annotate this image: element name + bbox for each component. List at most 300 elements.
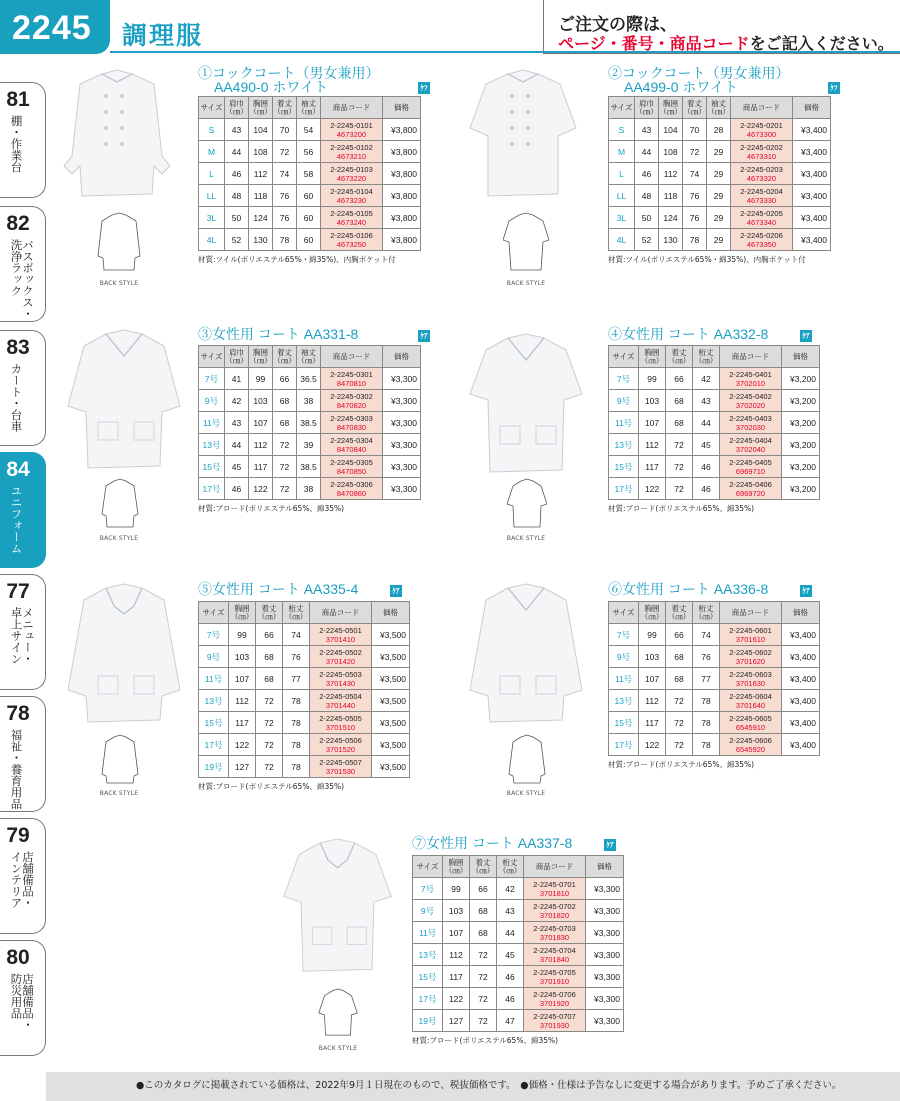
measurement-cell: 103 (229, 646, 256, 668)
column-header: 商品コード (720, 602, 782, 624)
jan-code: 3701830 (539, 932, 570, 942)
measurement-cell: 72 (470, 966, 497, 988)
price-cell: ¥3,800 (383, 207, 421, 229)
size-cell: L (609, 163, 635, 185)
measurement-cell: 107 (229, 668, 256, 690)
measurement-cell: 122 (639, 734, 666, 756)
back-style-drawing-6 (507, 734, 547, 786)
column-header: 着丈 （㎝） (273, 97, 297, 119)
measurement-cell: 130 (249, 229, 273, 251)
notice-red-text: ページ・番号・商品コード (558, 34, 750, 53)
size-cell: 17号 (199, 478, 225, 500)
size-cell: 9号 (609, 646, 639, 668)
price-cell: ¥3,200 (782, 456, 820, 478)
measurement-cell: 112 (639, 690, 666, 712)
product-code: 2-2245-0204 (740, 186, 783, 196)
measurement-cell: 46 (693, 456, 720, 478)
measurement-cell: 76 (693, 646, 720, 668)
size-cell: 15号 (199, 456, 225, 478)
jan-code: 4673300 (746, 129, 777, 139)
notice-line1: ご注文の際は、 (558, 15, 677, 35)
size-cell: 7号 (413, 878, 443, 900)
coat-photo-4 (466, 330, 586, 480)
size-cell: 19号 (413, 1010, 443, 1032)
measurement-cell: 66 (256, 624, 283, 646)
product-code-cell (524, 878, 586, 900)
side-tab-80[interactable] (0, 940, 46, 1056)
material-note-5: 材質:ブロード(ポリエステル65%、綿35%) (198, 782, 345, 791)
product-code-cell (524, 944, 586, 966)
table-header-row (413, 856, 624, 878)
product-code: 2-2245-0406 (729, 479, 772, 489)
product-code-cell (731, 207, 793, 229)
jan-code: 4673340 (746, 217, 777, 227)
jan-code: 3701620 (735, 656, 766, 666)
product-title-4: ④女性用 コート AA332-8 (608, 326, 769, 342)
price-cell: ¥3,800 (383, 141, 421, 163)
measurement-cell: 103 (639, 646, 666, 668)
column-header: 桁丈 （㎝） (693, 602, 720, 624)
size-cell: 7号 (199, 368, 225, 390)
product-code: 2-2245-0504 (319, 691, 362, 701)
measurement-cell: 78 (273, 229, 297, 251)
price-cell: ¥3,300 (586, 1010, 624, 1032)
column-header: 桁丈 （㎝） (283, 602, 310, 624)
size-cell: 17号 (199, 734, 229, 756)
notice-line2 (558, 31, 894, 54)
product-code-cell (720, 734, 782, 756)
side-tab-number: 77 (6, 580, 30, 603)
measurement-cell: 42 (225, 390, 249, 412)
price-cell: ¥3,200 (782, 478, 820, 500)
table-row (609, 456, 820, 478)
measurement-cell: 117 (639, 712, 666, 734)
jan-code: 4673200 (336, 129, 367, 139)
care-badge-icon: ｹｱ (800, 330, 812, 342)
measurement-cell: 112 (229, 690, 256, 712)
measurement-cell: 60 (297, 207, 321, 229)
back-style-label-5: BACK STYLE (99, 790, 139, 797)
column-header: 価格 (586, 856, 624, 878)
measurement-cell: 70 (683, 119, 707, 141)
product-title-2: ②コックコート（男女兼用） (608, 65, 790, 81)
size-cell: 17号 (413, 988, 443, 1010)
product-code-cell (321, 390, 383, 412)
size-cell: 3L (609, 207, 635, 229)
coat-photo-3 (64, 326, 184, 476)
back-style-drawing-7 (318, 988, 358, 1038)
product-subtitle-2: AA499-0 ホワイト (624, 79, 738, 95)
measurement-cell: 78 (283, 690, 310, 712)
side-tab-79[interactable] (0, 818, 46, 934)
measurement-cell: 107 (639, 668, 666, 690)
measurement-cell: 108 (659, 141, 683, 163)
measurement-cell: 38.5 (297, 412, 321, 434)
measurement-cell: 72 (256, 712, 283, 734)
column-header: サイズ (609, 602, 639, 624)
product-code-cell (321, 456, 383, 478)
measurement-cell: 103 (639, 390, 666, 412)
product-code: 2-2245-0404 (729, 435, 772, 445)
spec-table-5 (198, 601, 410, 778)
jan-code: 6969710 (735, 466, 766, 476)
measurement-cell: 68 (273, 412, 297, 434)
measurement-cell: 38 (297, 390, 321, 412)
price-cell: ¥3,500 (372, 646, 410, 668)
side-tab-83[interactable] (0, 330, 46, 446)
table-header-row (199, 97, 421, 119)
product-title-1: ①コックコート（男女兼用） (198, 65, 380, 81)
measurement-cell: 99 (443, 878, 470, 900)
measurement-cell: 46 (225, 478, 249, 500)
column-header: 着丈 （㎝） (666, 602, 693, 624)
price-cell: ¥3,400 (793, 119, 831, 141)
product-code-cell (310, 734, 372, 756)
measurement-cell: 45 (497, 944, 524, 966)
size-cell: S (609, 119, 635, 141)
measurement-cell: 72 (256, 690, 283, 712)
size-cell: 13号 (199, 434, 225, 456)
product-code: 2-2245-0707 (533, 1011, 576, 1021)
jan-code: 3702030 (735, 422, 766, 432)
column-header: 胸囲 （㎝） (443, 856, 470, 878)
measurement-cell: 68 (470, 900, 497, 922)
side-tab-78[interactable] (0, 696, 46, 812)
product-code: 2-2245-0403 (729, 413, 772, 423)
price-cell: ¥3,300 (586, 878, 624, 900)
material-note-4: 材質:ブロード(ポリエステル65%、綿35%) (608, 504, 755, 513)
measurement-cell: 76 (683, 185, 707, 207)
measurement-cell: 117 (249, 456, 273, 478)
measurement-cell: 118 (249, 185, 273, 207)
product-code: 2-2245-0304 (330, 435, 373, 445)
column-header: 商品コード (321, 346, 383, 368)
measurement-cell: 122 (639, 478, 666, 500)
back-style-label-1: BACK STYLE (99, 280, 139, 287)
table-row (609, 368, 820, 390)
jan-code: 3701520 (325, 744, 356, 754)
product-code: 2-2245-0302 (330, 391, 373, 401)
measurement-cell: 58 (297, 163, 321, 185)
product-code: 2-2245-0402 (729, 391, 772, 401)
material-note-3: 材質:ブロード(ポリエステル65%、綿35%) (198, 504, 345, 513)
order-notice (543, 0, 900, 54)
column-header: 商品コード (310, 602, 372, 624)
measurement-cell: 29 (707, 141, 731, 163)
measurement-cell: 46 (497, 966, 524, 988)
size-cell: 15号 (413, 966, 443, 988)
measurement-cell: 46 (693, 478, 720, 500)
measurement-cell: 103 (443, 900, 470, 922)
product-code-cell (731, 163, 793, 185)
table-row (199, 368, 421, 390)
care-badge-icon: ｹｱ (800, 585, 812, 597)
table-row (199, 141, 421, 163)
column-header: 価格 (782, 346, 820, 368)
product-code-cell (321, 434, 383, 456)
measurement-cell: 29 (707, 163, 731, 185)
measurement-cell: 68 (470, 922, 497, 944)
column-header: 商品コード (720, 346, 782, 368)
table-row (199, 434, 421, 456)
measurement-cell: 43 (693, 390, 720, 412)
measurement-cell: 60 (297, 229, 321, 251)
measurement-cell: 112 (639, 434, 666, 456)
column-header: 価格 (383, 346, 421, 368)
spec-table-3 (198, 345, 421, 500)
measurement-cell: 47 (497, 1010, 524, 1032)
side-tab-number: 78 (6, 702, 30, 725)
column-header: 胸囲 （㎝） (639, 346, 666, 368)
price-cell: ¥3,500 (372, 712, 410, 734)
measurement-cell: 112 (249, 163, 273, 185)
table-row (413, 878, 624, 900)
side-tab-number: 84 (6, 458, 30, 481)
measurement-cell: 78 (283, 756, 310, 778)
measurement-cell: 44 (225, 141, 249, 163)
size-cell: 15号 (609, 456, 639, 478)
price-cell: ¥3,500 (372, 756, 410, 778)
material-note-7: 材質:ブロード(ポリエステル65%、綿35%) (412, 1036, 559, 1045)
measurement-cell: 124 (249, 207, 273, 229)
measurement-cell: 72 (666, 478, 693, 500)
measurement-cell: 41 (225, 368, 249, 390)
measurement-cell: 50 (635, 207, 659, 229)
measurement-cell: 112 (659, 163, 683, 185)
size-cell: M (609, 141, 635, 163)
measurement-cell: 50 (225, 207, 249, 229)
jan-code: 3701920 (539, 998, 570, 1008)
table-row (609, 712, 820, 734)
price-cell: ¥3,400 (793, 141, 831, 163)
jan-code: 3701630 (735, 678, 766, 688)
table-row (199, 185, 421, 207)
measurement-cell: 45 (693, 434, 720, 456)
measurement-cell: 36.5 (297, 368, 321, 390)
side-tab-label: バスボックス・ 洗浄ラック (9, 239, 35, 320)
product-code: 2-2245-0506 (319, 735, 362, 745)
jan-code: 8470850 (336, 466, 367, 476)
column-header: 肩巾 （㎝） (635, 97, 659, 119)
spec-table-1 (198, 96, 421, 251)
column-header: サイズ (609, 346, 639, 368)
table-row (413, 944, 624, 966)
jan-code: 8470830 (336, 422, 367, 432)
table-row (609, 734, 820, 756)
column-header: 商品コード (731, 97, 793, 119)
jan-code: 3701410 (325, 634, 356, 644)
column-header: 袖丈 （㎝） (297, 346, 321, 368)
column-header: 袖丈 （㎝） (707, 97, 731, 119)
measurement-cell: 72 (683, 141, 707, 163)
column-header: 価格 (793, 97, 831, 119)
table-row (609, 119, 831, 141)
size-cell: 9号 (609, 390, 639, 412)
back-style-drawing-1 (96, 212, 142, 274)
product-code: 2-2245-0103 (330, 164, 373, 174)
measurement-cell: 72 (470, 1010, 497, 1032)
product-code: 2-2245-0202 (740, 142, 783, 152)
measurement-cell: 72 (666, 690, 693, 712)
measurement-cell: 68 (666, 646, 693, 668)
column-header: 価格 (372, 602, 410, 624)
notice-rest-text: をご記入ください。 (749, 34, 894, 53)
product-code-cell (524, 1010, 586, 1032)
size-cell: 9号 (199, 646, 229, 668)
measurement-cell: 66 (470, 878, 497, 900)
product-code-cell (524, 922, 586, 944)
table-row (609, 207, 831, 229)
side-tab-81[interactable] (0, 82, 46, 198)
product-code-cell (321, 478, 383, 500)
product-code: 2-2245-0507 (319, 757, 362, 767)
jan-code: 4673330 (746, 195, 777, 205)
table-row (199, 734, 410, 756)
measurement-cell: 68 (666, 390, 693, 412)
measurement-cell: 78 (693, 734, 720, 756)
column-header: 胸囲 （㎝） (249, 97, 273, 119)
jan-code: 3701640 (735, 700, 766, 710)
measurement-cell: 43 (497, 900, 524, 922)
product-code-cell (310, 624, 372, 646)
product-code: 2-2245-0702 (533, 901, 576, 911)
measurement-cell: 72 (273, 478, 297, 500)
back-style-label-3: BACK STYLE (99, 535, 139, 542)
back-style-label-7: BACK STYLE (318, 1045, 358, 1052)
product-code-cell (731, 141, 793, 163)
price-cell: ¥3,200 (782, 412, 820, 434)
side-tab-label: 棚・作業台 (9, 115, 24, 173)
measurement-cell: 72 (273, 434, 297, 456)
measurement-cell: 72 (470, 944, 497, 966)
table-header-row (609, 602, 820, 624)
product-code: 2-2245-0505 (319, 713, 362, 723)
product-title-7: ⑦女性用 コート AA337-8 (412, 835, 573, 851)
product-code-cell (720, 478, 782, 500)
price-cell: ¥3,300 (383, 478, 421, 500)
measurement-cell: 60 (297, 185, 321, 207)
side-tab-number: 82 (6, 212, 30, 235)
side-tab-number: 81 (6, 88, 30, 111)
size-cell: 7号 (609, 368, 639, 390)
measurement-cell: 108 (249, 141, 273, 163)
table-row (413, 1010, 624, 1032)
product-code: 2-2245-0203 (740, 164, 783, 174)
size-cell: 9号 (413, 900, 443, 922)
size-cell: 4L (609, 229, 635, 251)
product-code-cell (321, 229, 383, 251)
price-cell: ¥3,400 (782, 712, 820, 734)
measurement-cell: 29 (707, 207, 731, 229)
product-code-cell (720, 646, 782, 668)
column-header: 価格 (383, 97, 421, 119)
column-header: 価格 (782, 602, 820, 624)
jan-code: 3701440 (325, 700, 356, 710)
table-row (413, 922, 624, 944)
table-row (413, 988, 624, 1010)
table-row (199, 646, 410, 668)
size-cell: 17号 (609, 734, 639, 756)
product-code-cell (310, 668, 372, 690)
measurement-cell: 76 (273, 185, 297, 207)
product-code-cell (321, 368, 383, 390)
side-tab-77[interactable] (0, 574, 46, 690)
table-header-row (609, 97, 831, 119)
column-header: 桁丈 （㎝） (497, 856, 524, 878)
column-header: 袖丈 （㎝） (297, 97, 321, 119)
column-header: 胸囲 （㎝） (229, 602, 256, 624)
column-header: 肩巾 （㎝） (225, 346, 249, 368)
measurement-cell: 76 (283, 646, 310, 668)
measurement-cell: 48 (635, 185, 659, 207)
price-cell: ¥3,200 (782, 434, 820, 456)
spec-table-4 (608, 345, 820, 500)
product-code: 2-2245-0605 (729, 713, 772, 723)
column-header: 桁丈 （㎝） (693, 346, 720, 368)
jan-code: 3701840 (539, 954, 570, 964)
product-code-cell (720, 434, 782, 456)
measurement-cell: 72 (256, 734, 283, 756)
size-cell: 7号 (199, 624, 229, 646)
footer-bar (46, 1072, 900, 1101)
table-row (609, 141, 831, 163)
care-badge-icon: ｹﾌ (828, 82, 840, 94)
measurement-cell: 77 (693, 668, 720, 690)
price-cell: ¥3,300 (586, 922, 624, 944)
measurement-cell: 107 (639, 412, 666, 434)
column-header: 胸囲 （㎝） (659, 97, 683, 119)
jan-code: 6545910 (735, 722, 766, 732)
side-tab-82[interactable] (0, 206, 46, 322)
jan-code: 4673240 (336, 217, 367, 227)
measurement-cell: 52 (225, 229, 249, 251)
measurement-cell: 103 (249, 390, 273, 412)
measurement-cell: 42 (497, 878, 524, 900)
spec-table-2 (608, 96, 831, 251)
size-cell: 7号 (609, 624, 639, 646)
jan-code: 3702040 (735, 444, 766, 454)
jan-code: 3701610 (735, 634, 766, 644)
product-code-cell (720, 456, 782, 478)
jan-code: 3701910 (539, 976, 570, 986)
category-title: 調理服 (122, 21, 204, 50)
side-tab-84[interactable] (0, 452, 46, 568)
product-code: 2-2245-0603 (729, 669, 772, 679)
product-code-cell (524, 900, 586, 922)
measurement-cell: 78 (693, 690, 720, 712)
table-row (609, 412, 820, 434)
jan-code: 8470810 (336, 378, 367, 388)
product-code: 2-2245-0705 (533, 967, 576, 977)
measurement-cell: 72 (666, 456, 693, 478)
measurement-cell: 74 (683, 163, 707, 185)
measurement-cell: 43 (225, 412, 249, 434)
product-code: 2-2245-0206 (740, 230, 783, 240)
measurement-cell: 78 (283, 734, 310, 756)
jan-code: 3701530 (325, 766, 356, 776)
measurement-cell: 70 (273, 119, 297, 141)
column-header: 商品コード (321, 97, 383, 119)
side-tab-label: メニュー・ 卓上サイン (9, 607, 35, 665)
measurement-cell: 107 (443, 922, 470, 944)
table-row (199, 624, 410, 646)
measurement-cell: 72 (273, 141, 297, 163)
jan-code: 8470860 (336, 488, 367, 498)
measurement-cell: 117 (229, 712, 256, 734)
back-style-label-4: BACK STYLE (506, 535, 546, 542)
size-cell: 13号 (609, 434, 639, 456)
measurement-cell: 122 (249, 478, 273, 500)
